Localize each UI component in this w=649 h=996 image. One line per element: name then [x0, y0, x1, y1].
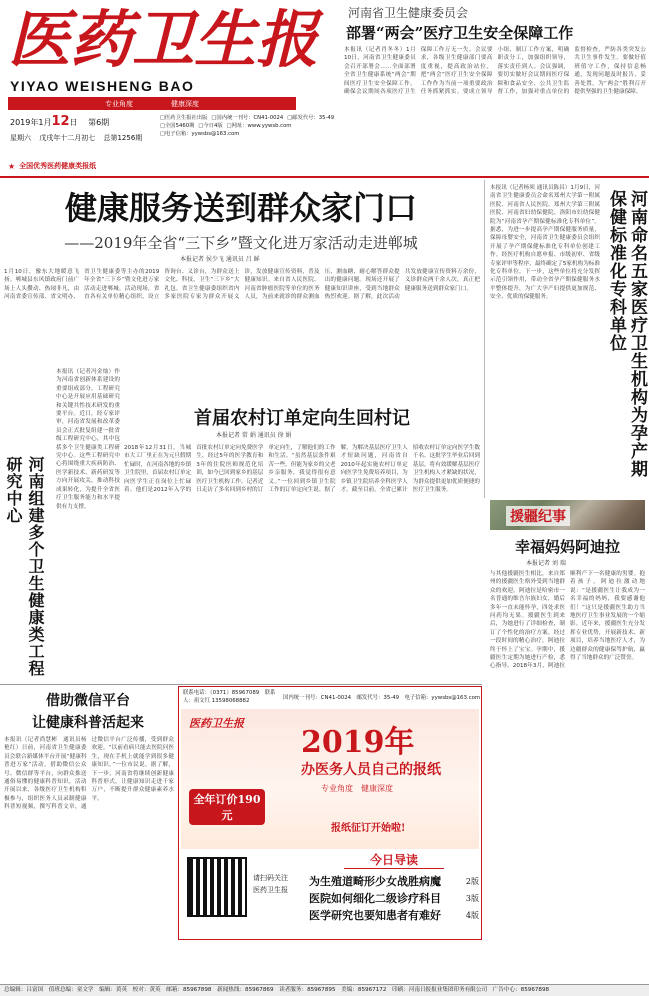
- today-guide-item-title: 医院如何细化二级诊疗科目: [309, 892, 441, 905]
- right-vertical-story: [486, 180, 649, 498]
- top-news: [340, 0, 649, 175]
- info-line: □网址：www.yywsb.com: [226, 123, 292, 129]
- info-line: □全国5460期: [160, 123, 195, 129]
- info-line: □邮发代号：35-49: [287, 115, 335, 121]
- column-headline: 幸福妈妈阿迪拉: [514, 538, 620, 556]
- today-guide-item-title: 医学研究也要知患者有难好: [309, 909, 441, 922]
- info-line: □今日4版: [198, 123, 223, 129]
- ad-year: 2019年: [301, 725, 415, 760]
- rural-headline: 首届农村订单定向生回村记: [194, 408, 410, 429]
- top-news-body: 本报讯（记者肖冬冬）1月10日，河南省卫生健康委员会召开部署会……全面部署全省卫生健康系统“两会”期间医疗卫生安全保障工作，确保会议期间各项医疗卫生保障工作万无一失。会议要求，各级卫生健康部门要高度重视，提高政治站位，把“两会”医疗卫生安全保障工作作为当前一项重要政治任务抓紧抓实。要成立领导小组，制订工作方案，明确职责分工，加强组织领导，落实责任到人。会议强调，要切实做好会议期间医疗保障和食品安全、公共卫生监督工作，加强对重点单位的监督检查，严防各类突发公共卫生事件发生。要做好值班值守工作，保持信息畅通，发现问题及时报告、妥善处置，为“两会”胜利召开提供坚强的卫生健康保障。: [344, 47, 646, 96]
- lead-subheadline: ——2019年全省“三下乡”暨文化进万家活动走进郸城: [64, 234, 418, 252]
- top-news-headline: 部署“两会”医疗卫生安全保障工作: [346, 24, 574, 42]
- masthead-logo: 医药卫生报: [8, 3, 319, 76]
- issue-number: 第6期: [88, 118, 110, 127]
- lead-body: 1月10日，豫东大地暖意飞扬。郸城县东风镇政府门前广场上人头攒动、热闹非凡，由河南省委宣传部、省文明办、省卫生健康委等主办的2019年全省“三下乡”暨文化进万家活动走进郸城。活动现场，省直各有关单位精心组织，设立咨询台、义诊台，为群众送上文化、科技、卫生“三下乡”大礼包。省卫生健康委组织省内多家医院专家为群众开展义诊，发放健康宣传资料，普及健康知识。来自省人民医院、河南省肿瘤医院等单位的医务人员，为前来就诊的群众测血压、测血糖，耐心解答群众提出的健康问题。现场还开展了健康知识讲座，受到当地群众热烈欢迎。据了解，此次活动共发放健康宣传资料万余份，义诊群众两千余人次，真正把健康服务送到群众家门口。: [4, 269, 480, 301]
- wechat-headline-1: 借助微信平台: [46, 693, 130, 709]
- info-line: □国内统一刊号：CN41-0024: [211, 115, 284, 121]
- footer-text: 总编辑：吕富国 值班总编：童文学 编辑：黄英 校对：黄英 邮箱：85967898 新闻热线：85967869 读者服务：85967895 美编：85967172 印刷：河南日报报业集团印务有限公司 广告中心：85967898: [4, 987, 550, 993]
- tagline-text: 全国优秀医药健康类报纸: [19, 162, 97, 170]
- ad-features: 专业角度 健康深度: [321, 784, 393, 793]
- left-vertical-story: [0, 368, 120, 683]
- lunar-date: 戊戌年十二月初七: [39, 134, 96, 142]
- today-guide-item-page: 2版: [465, 877, 479, 886]
- rural-byline: 本报记者 常 娟 通讯员 徐 娟: [216, 432, 292, 439]
- lead-headline: 健康服务送到群众家门口: [64, 189, 417, 227]
- right-vertical-title: 河南命名五家医疗卫生机构为孕产期保健标准化专科单位: [606, 190, 647, 478]
- rural-story: [124, 368, 480, 683]
- divider: [0, 176, 649, 178]
- top-news-org: 河南省卫生健康委员会: [348, 6, 469, 20]
- wechat-lead: 本报讯（记者尚慧彬 通讯员杨艳红）日前，河南省卫生健康委员会: [4, 737, 87, 760]
- today-guide-item[interactable]: [309, 890, 479, 907]
- ad-cta: 报纸征订开始啦!: [331, 823, 406, 834]
- right-vertical-lead: 本报讯（记者杨须 通讯员陈昌）1月9日，河南省卫生健康委员会: [490, 185, 600, 200]
- slogan-left: 专业角度: [105, 99, 133, 108]
- issue-line: 国内统一刊号：CN41-0024 邮发代号：35-49 电子信箱：yywsbs@163.com: [283, 695, 481, 701]
- ad-slogan: 办医务人员自己的报纸: [301, 762, 441, 778]
- column-box: [486, 500, 649, 940]
- column-label: 援疆纪事: [506, 506, 570, 526]
- wechat-story: [0, 686, 176, 940]
- qr-code-icon: [187, 857, 247, 917]
- divider: [484, 180, 485, 498]
- slogan-bar: [8, 97, 296, 110]
- column-byline: 本报记者 刘 瑞: [526, 560, 566, 567]
- left-vertical-lead: 本报讯（记者冯金灿）作为河南省创新体系建设的重要组成部分: [56, 369, 120, 392]
- today-guide-title: 今日导读: [344, 851, 444, 869]
- ad-banner: [181, 709, 479, 849]
- today-guide-item-page: 3版: [465, 894, 479, 903]
- slogan-right: 健康深度: [171, 99, 199, 108]
- left-vertical-body: 本报讯（记者冯金灿）作为河南省创新体系建设的重要组成部分，工程研究中心是开展应用基础研究和关键共性技术研发的重要平台。近日，经专家评审，河南省发展和改革委员会正式批复组建一批省级工程研究中心，其中包括多个卫生健康类工程研究中心。这些工程研究中心将围绕重大疾病防治、医学新技术、新药研发等方向开展攻关，推动科技成果转化，为提升全省医疗卫生服务能力和水平提供有力支撑。: [56, 369, 120, 510]
- left-vertical-title: 河南组建多个卫生健康类工程研究中心: [4, 456, 45, 677]
- divider: [0, 684, 482, 685]
- rural-body: 2018年12月31日，当城市大工厂里正在为元旦假期忙碌时，在河南各地的乡镇卫生院里，首届农村订单定向医学生正在岗位上忙碌着。他们是2012年入学的首批农村订单定向免费医学生，经过5年的医学教育和3年的住院医师规范化培训，如今已回到家乡的基层医疗卫生机构工作。记者近日走访了多名回到乡村的订单定向生，了解他们的工作和生活。“虽然基层条件艰苦一些，但能为家乡的父老乡亲服务，我觉得很有意义。”一位回到乡镇卫生院工作的订单定向生说。据了解，为解决基层医疗卫生人才短缺问题，河南省自2010年起实施农村订单定向医学生免费培养项目，为乡镇卫生院培养全科医学人才。截至目前，全省已累计招收农村订单定向医学生数千名。这批学生毕业后回到基层，将有效缓解基层医疗卫生机构人才紧缺的状况，为群众提供更加优质便捷的医疗卫生服务。: [124, 445, 480, 494]
- today-guide: [309, 851, 479, 937]
- total-issue: 总第1256期: [103, 134, 143, 142]
- contact-line: 联系电话：（0371）85967089 联系人：祖文红 13598068882: [183, 690, 276, 704]
- weekday: 星期六: [10, 134, 31, 142]
- footer: [0, 984, 649, 996]
- star-icon: ★: [8, 161, 16, 171]
- lead-byline: 本报记者 侯少飞 通讯员 吕 鲜: [180, 256, 260, 263]
- today-guide-item-page: 4版: [465, 911, 479, 920]
- date-day: 12: [51, 114, 70, 129]
- ad-discount: 全年订价190元: [189, 789, 265, 825]
- today-guide-item-title: 为生殖道畸形少女战胜病魔: [309, 875, 441, 888]
- masthead: [0, 0, 340, 175]
- date-prefix: 2019年1月: [10, 118, 52, 127]
- ad-brand: 医药卫生报: [189, 717, 244, 730]
- date-suffix: 日: [69, 118, 78, 127]
- qr-caption-2: 医药卫生报: [253, 886, 288, 894]
- info-line: □医药卫生报社出版: [160, 115, 208, 121]
- today-guide-item[interactable]: [309, 907, 479, 924]
- wechat-body: 本报讯（记者尚慧彬 通讯员杨艳红）日前，河南省卫生健康委员会联合新媒体平台开展“健康科普进万家”活动，借助微信公众号、微信群等平台，向群众推送通俗易懂的健康科普知识。活动开展以来，各级医疗卫生机构积极参与，组织医务人员录制健康科普短视频，撰写科普文章，通过微信平台广泛传播，受到群众欢迎。“以前看病只能去医院问医生，现在手机上就能学到很多健康知识。”一位市民说。据了解，下一步，河南省将继续创新健康科普形式，让健康知识走进千家万户，不断提升群众健康素养水平。: [4, 737, 174, 811]
- info-line: □电子信箱：yywsbs@163.com: [160, 131, 240, 137]
- column-body: 与其他援疆医生相比，来自郑州的援疆医生格外受到当地群众的欢迎。阿迪拉是哈密市一名普通的维吾尔族妇女，婚后多年一直未能怀孕，四处求医问药均无果。援疆医生到来后，为她进行了详细检查，制订了个性化的治疗方案。经过一段时间的精心治疗，阿迪拉终于怀上了宝宝。孕期中，援疆医生定期为她进行产检，悉心指导。2018年3月，阿迪拉顺利产下一名健康的男婴。抱着孩子，阿迪拉激动地说：“是援疆医生让我成为一名幸福的妈妈，我要感谢他们！”这只是援疆医生助力当地医疗卫生事业发展的一个缩影。近年来，援疆医生充分发挥专业优势，开展新技术、新项目，培养当地医疗人才，为边疆群众的健康保驾护航，赢得了当地群众的广泛赞誉。: [490, 571, 645, 670]
- tagline: [8, 160, 198, 172]
- date-block: [10, 114, 143, 143]
- publication-info: [160, 114, 338, 138]
- ad-area: [178, 686, 482, 940]
- wechat-headline-2: 让健康科普活起来: [32, 715, 144, 731]
- today-guide-item[interactable]: [309, 873, 479, 890]
- masthead-pinyin: YIYAO WEISHENG BAO: [10, 78, 195, 94]
- qr-caption-1: 请扫码关注: [253, 874, 288, 882]
- right-vertical-body: 本报讯（记者杨须 通讯员陈昌）1月9日，河南省卫生健康委员会命名郑州大学第一附属医院、河南省人民医院、郑州大学第三附属医院、河南省妇幼保健院、洛阳市妇幼保健院为“河南省孕产期保健标准化专科单位”。据悉，为进一步提高孕产期保健服务质量，保障母婴安全，河南省卫生健康委员会组织开展了孕产期保健标准化专科单位创建工作。经医疗机构自愿申报、市级初审、省级专家评审等程序，最终确定了5家机构为标准化专科单位。下一步，这些单位将充分发挥示范引领作用，带动全省孕产期保健服务水平整体提升，为广大孕产妇提供更加规范、安全、优质的保健服务。: [490, 185, 600, 301]
- top-news-lead: 本报讯（记者肖冬冬）1月10日，河南省卫生健康委员会召开部署会: [344, 47, 416, 70]
